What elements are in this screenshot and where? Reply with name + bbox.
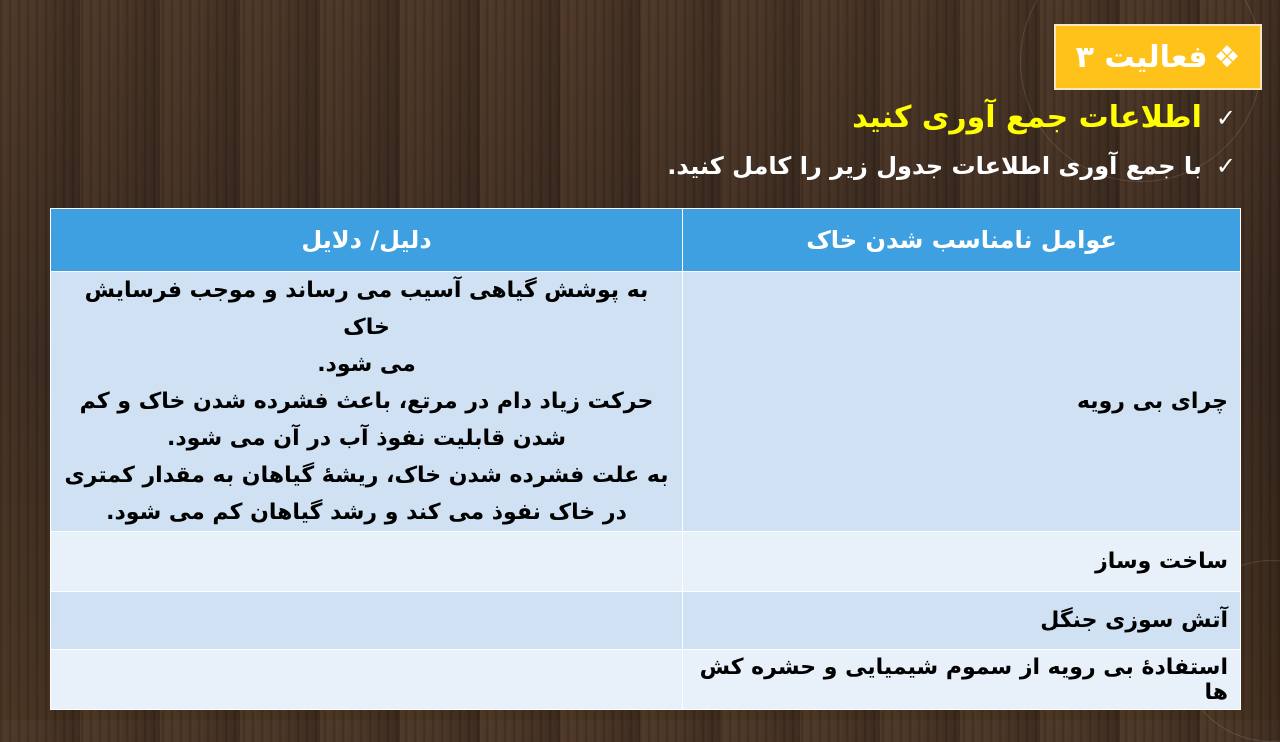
reason-line: به پوشش گیاهی آسیب می رساند و موجب فرسایش خاک [84, 278, 649, 340]
factor-cell: استفادۀ بی رویه از سموم شیمیایی و حشره کش ها [683, 650, 1241, 710]
factor-cell: آتش سوزی جنگل [683, 592, 1241, 650]
table-header-row [51, 209, 1241, 272]
reason-cell[interactable] [51, 532, 683, 592]
table-row [51, 532, 1241, 592]
table-row [51, 272, 1241, 532]
diamond-bullet-icon: ❖ [1213, 39, 1241, 75]
reason-line: می شود. [317, 352, 416, 377]
reason-line: در خاک نفوذ می کند و رشد گیاهان کم می شود. [106, 500, 627, 525]
activity-title-box [1054, 24, 1262, 90]
header-factor: عوامل نامناسب شدن خاک [683, 209, 1241, 272]
reason-line: به علت فشرده شدن خاک، ریشۀ گیاهان به مقدار کمتری [64, 463, 669, 488]
soil-factors-table [50, 208, 1241, 710]
reason-line: شدن قابلیت نفوذ آب در آن می شود. [167, 426, 566, 451]
instruction-text: اطلاعات جمع آوری کنید [852, 100, 1202, 135]
instruction-line [667, 152, 1236, 180]
reason-cell[interactable] [51, 592, 683, 650]
table-row [51, 592, 1241, 650]
factor-cell: ساخت وساز [683, 532, 1241, 592]
reason-cell[interactable] [51, 650, 683, 710]
reason-line: حرکت زیاد دام در مرتع، باعث فشرده شدن خاک و کم [79, 389, 654, 414]
factor-cell: چرای بی رویه [683, 272, 1241, 532]
instruction-line [852, 100, 1236, 135]
activity-title: فعالیت ۳ [1075, 39, 1208, 75]
table-row [51, 650, 1241, 710]
check-icon: ✓ [1215, 152, 1236, 180]
check-icon: ✓ [1215, 103, 1236, 132]
reason-cell [51, 272, 683, 532]
instruction-text: با جمع آوری اطلاعات جدول زیر را کامل کنید. [667, 152, 1202, 180]
header-reason: دلیل/ دلایل [51, 209, 683, 272]
